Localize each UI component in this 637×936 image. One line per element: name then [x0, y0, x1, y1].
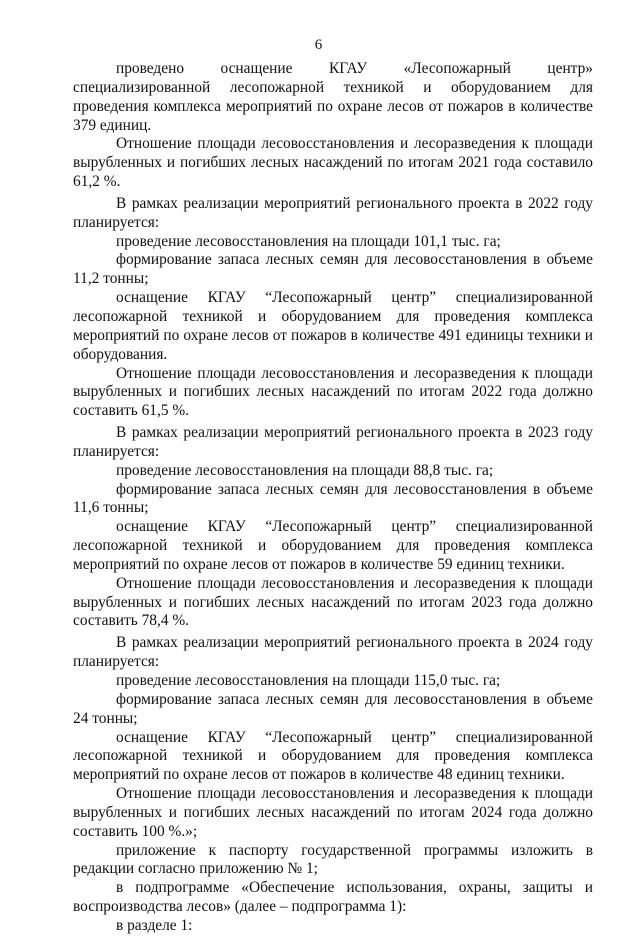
- paragraph-reforestation-2024: проведение лесовосстановления на площади 115,0 тыс. га;: [116, 672, 501, 689]
- paragraph-appendix: приложение к паспорту государственной программы изложить в редакции согласно приложению № 1;: [73, 841, 593, 878]
- paragraph-ratio-2022: Отношение площади лесовосстановления и лесоразведения к площади вырубленных и погибших лесных насаждений по итогам 2022 года должно составить 61,5 %.: [73, 364, 593, 420]
- paragraph-equipment-2022: оснащение КГАУ “Лесопожарный центр” специализированной лесопожарной техникой и оборудованием для проведения комплекса мероприятий по охране лесов от пожаров в количестве 491 единицы техники и оборудования.: [73, 289, 593, 363]
- paragraph-plan-2022-intro: В рамках реализации мероприятий регионального проекта в 2022 году планируется:: [73, 194, 593, 231]
- paragraph-ratio-2024: Отношение площади лесовосстановления и лесоразведения к площади вырубленных и погибших лесных насаждений по итогам 2024 года должно составить 100 %.»;: [73, 785, 593, 840]
- paragraph-plan-2024-intro: В рамках реализации мероприятий регионального проекта в 2024 году планируется:: [73, 634, 593, 671]
- document-body: [73, 60, 593, 936]
- paragraph-equipment-2023: оснащение КГАУ “Лесопожарный центр” специализированной лесопожарной техникой и оборудованием для проведения комплекса мероприятий по охране лесов от пожаров в количестве 59 единиц техники.: [73, 518, 593, 573]
- paragraph-subprogram-1: в подпрограмме «Обеспечение использования, охраны, защиты и воспроизводства лесов» (далее – подпрограмма 1):: [73, 879, 593, 916]
- paragraph-ratio-2023: Отношение площади лесовосстановления и лесоразведения к площади вырубленных и погибших лесных насаждений по итогам 2023 года должно составить 78,4 %.: [73, 574, 593, 630]
- page-number: 6: [314, 37, 323, 53]
- paragraph-ratio-2021: Отношение площади лесовосстановления и лесоразведения к площади вырубленных и погибших лесных насаждений по итогам 2021 года составило 61,2 %.: [73, 135, 593, 191]
- paragraph-section-1: в разделе 1:: [116, 916, 193, 934]
- paragraph-plan-2023-intro: В рамках реализации мероприятий регионального проекта в 2023 году планируется:: [73, 424, 593, 460]
- paragraph-equipment-2021: проведено оснащение КГАУ «Лесопожарный центр» специализированной лесопожарной техникой и оборудованием для проведения комплекса мероприятий по охране лесов от пожаров в количестве 379 единиц.: [73, 60, 593, 134]
- paragraph-equipment-2024: оснащение КГАУ “Лесопожарный центр” специализированной лесопожарной техникой и оборудованием для проведения комплекса мероприятий по охране лесов от пожаров в количестве 48 единиц техники.: [73, 728, 593, 784]
- paragraph-reforestation-2022: проведение лесовосстановления на площади 101,1 тыс. га;: [116, 232, 501, 250]
- paragraph-seeds-2022: формирование запаса лесных семян для лесовосстановления в объеме 11,2 тонны;: [73, 251, 593, 288]
- paragraph-seeds-2024: формирование запаса лесных семян для лесовосстановления в объеме 24 тонны;: [73, 690, 593, 727]
- paragraph-reforestation-2023: проведение лесовосстановления на площади 88,8 тыс. га;: [116, 461, 494, 479]
- paragraph-seeds-2023: формирование запаса лесных семян для лесовосстановления в объеме 11,6 тонны;: [73, 480, 593, 517]
